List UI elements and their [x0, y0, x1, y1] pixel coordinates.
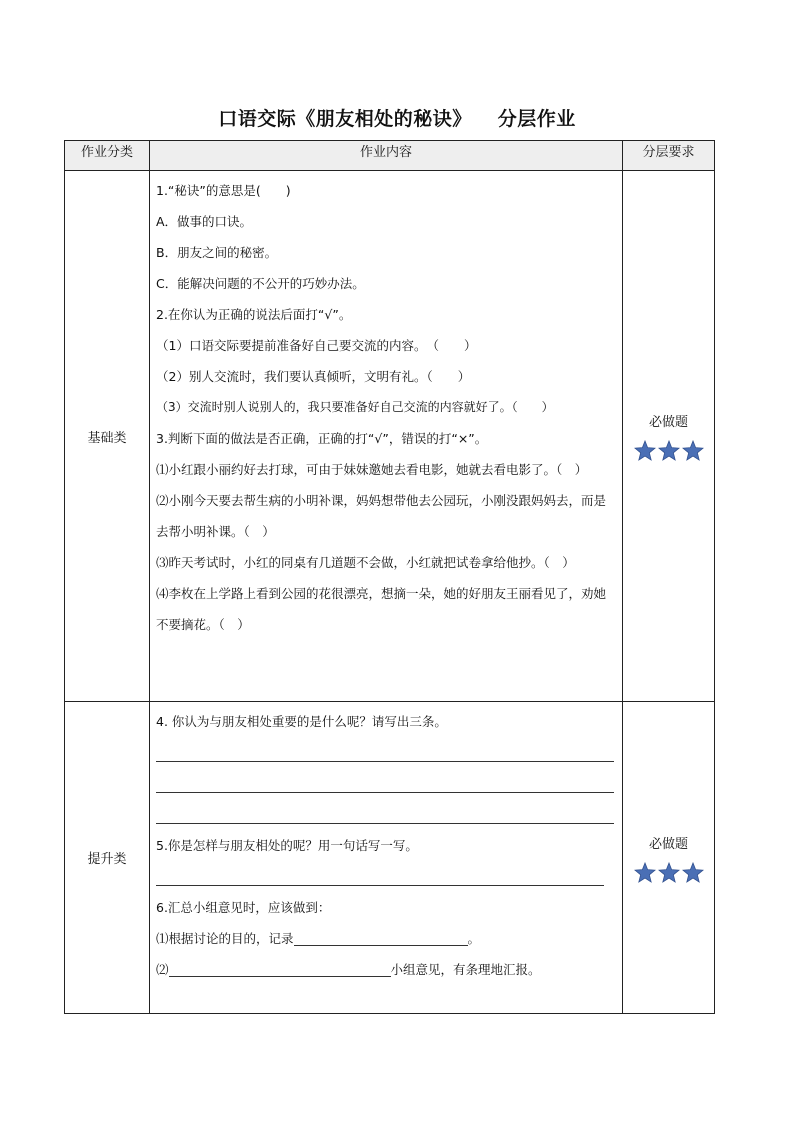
fill-blank[interactable] [294, 929, 468, 946]
q3-item-1: ⑴小红跟小丽约好去打球，可由于妹妹邀她去看电影，她就去看电影了。（ ） [156, 462, 588, 477]
star-icon [634, 862, 656, 883]
q3-item-3: ⑶昨天考试时，小红的同桌有几道题不会做，小红就把试卷拿给他抄。（ ） [156, 555, 575, 570]
q2-item-2: （2）别人交流时，我们要认真倾听，文明有礼。（ ） [156, 369, 471, 384]
star-icon [658, 440, 680, 461]
q6-item-2-prefix: ⑵ [156, 962, 169, 977]
star-icon [658, 862, 680, 883]
homework-table [64, 140, 715, 1014]
answer-line[interactable] [156, 799, 614, 824]
q6-item-1-suffix: 。 [467, 931, 481, 946]
q1-option-c: C．能解决问题的不公开的巧妙办法。 [156, 276, 365, 291]
requirement-basic [623, 171, 715, 702]
q6-item-2 [156, 954, 618, 985]
q5-stem: 5.你是怎样与朋友相处的呢？用一句话写一写。 [156, 838, 418, 853]
answer-line[interactable] [156, 861, 604, 886]
table-row-advanced [65, 702, 715, 1014]
page-title [0, 104, 794, 131]
q6-item-1 [156, 923, 618, 954]
answer-line[interactable] [156, 737, 614, 762]
star-icon [634, 440, 656, 461]
q3-stem: 3.判断下面的做法是否正确，正确的打“√”，错误的打“×”。 [156, 431, 488, 446]
q6-item-1-prefix: ⑴根据讨论的目的，记录 [156, 931, 294, 946]
q3-item-4: ⑷李枚在上学路上看到公园的花很漂亮，想摘一朵，她的好朋友王丽看见了，劝她不要摘花。（ ） [156, 586, 607, 632]
q2-item-3: （3）交流时别人说别人的，我只要准备好自己交流的内容就好了。（ ） [156, 400, 554, 414]
q3-item-2: ⑵小刚今天要去帮生病的小明补课，妈妈想带他去公园玩，小刚没跟妈妈去，而是去帮小明补课。（ ） [156, 493, 607, 539]
q4-stem: 4. 你认为与朋友相处重要的是什么呢？请写出三条。 [156, 714, 447, 729]
requirement-label: 必做题 [648, 415, 688, 430]
header-content: 作业内容 [150, 141, 623, 171]
table-header-row [65, 141, 715, 171]
q1-stem: 1.“秘诀”的意思是( ) [156, 183, 291, 198]
star-icon [682, 862, 704, 883]
star-icon [682, 440, 704, 461]
q6-stem: 6.汇总小组意见时，应该做到： [156, 900, 331, 915]
q6-item-2-suffix: 小组意见，有条理地汇报。 [390, 962, 541, 977]
title-main: 口语交际《朋友相处的秘诀》 [218, 108, 472, 130]
header-requirement: 分层要求 [623, 141, 715, 171]
q2-item-1: （1）口语交际要提前准备好自己要交流的内容。 （ ） [156, 338, 477, 353]
category-advanced: 提升类 [65, 702, 150, 1014]
title-sub: 分层作业 [497, 108, 576, 130]
content-advanced [150, 702, 623, 1014]
category-basic: 基础类 [65, 171, 150, 702]
q2-stem: 2.在你认为正确的说法后面打“√”。 [156, 307, 352, 322]
table-row-basic [65, 171, 715, 702]
fill-blank[interactable] [169, 960, 391, 977]
q1-option-b: B．朋友之间的秘密。 [156, 245, 278, 260]
q1-option-a: A．做事的口诀。 [156, 214, 253, 229]
requirement-advanced [623, 702, 715, 1014]
star-rating-basic [623, 440, 714, 461]
answer-line[interactable] [156, 768, 614, 793]
star-rating-advanced [623, 862, 714, 883]
requirement-label: 必做题 [648, 836, 688, 852]
header-category: 作业分类 [65, 141, 150, 171]
content-basic [150, 171, 623, 702]
